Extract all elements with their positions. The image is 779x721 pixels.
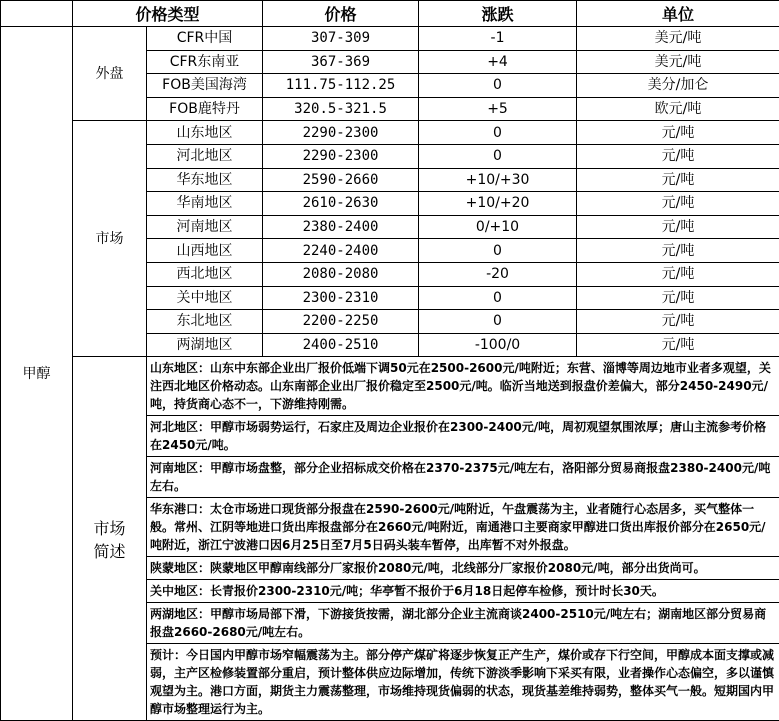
header-change: 涨跌 [419, 1, 577, 27]
row-name: 河南地区 [147, 215, 263, 239]
row-price: 2610-2630 [263, 192, 419, 216]
table-row [1, 27, 779, 51]
row-price: 320.5-321.5 [263, 97, 419, 121]
row-change: 0 [419, 239, 577, 263]
row-price: 2240-2400 [263, 239, 419, 263]
row-price: 111.75-112.25 [263, 74, 419, 98]
row-change: +10/+30 [419, 168, 577, 192]
row-name: CFR中国 [147, 27, 263, 51]
row-unit: 美元/吨 [577, 27, 779, 51]
row-name: CFR东南亚 [147, 50, 263, 74]
header-blank [1, 1, 73, 27]
row-name: 关中地区 [147, 286, 263, 310]
row-name: 山东地区 [147, 121, 263, 145]
row-price: 2080-2080 [263, 262, 419, 286]
summary-row [1, 357, 779, 721]
row-unit: 元/吨 [577, 333, 779, 357]
market-note: 关中地区：长青报价2300-2310元/吨；华亭暂不报价于6月18日起停车检修，预计时长30天。 [147, 580, 779, 603]
market-note: 两湖地区：甲醇市场局部下滑，下游接货按需，湖北部分企业主流商谈2400-2510元/吨左右；湖南地区部分贸易商报盘2660-2680元/吨左右。 [147, 603, 779, 644]
market-category-label: 市场 [73, 121, 147, 357]
market-note: 河北地区：甲醇市场弱势运行，石家庄及周边企业报价在2300-2400元/吨，周初观望氛围浓厚；唐山主流参考价格在2450元/吨。 [147, 416, 779, 457]
row-price: 367-369 [263, 50, 419, 74]
row-change: -100/0 [419, 333, 577, 357]
row-unit: 元/吨 [577, 121, 779, 145]
row-change: 0 [419, 121, 577, 145]
summary-notes [147, 357, 779, 721]
row-unit: 元/吨 [577, 239, 779, 263]
row-price: 2590-2660 [263, 168, 419, 192]
header-unit: 单位 [577, 1, 779, 27]
summary-label-line2: 简述 [73, 539, 146, 562]
header-row [1, 1, 779, 27]
row-unit: 元/吨 [577, 192, 779, 216]
market-note: 山东地区：山东中东部企业出厂报价低端下调50元在2500-2600元/吨附近；东营、淄博等周边地市业者多观望，关注西北地区价格动态。山东南部企业出厂报价稳定至2500元/吨。临沂当地送到报盘价差偏大，部分2450-2490元/吨，持货商心态不一，下游维持刚需。 [147, 357, 779, 416]
row-change: 0 [419, 144, 577, 168]
row-name: 山西地区 [147, 239, 263, 263]
row-price: 2380-2400 [263, 215, 419, 239]
row-change: +10/+20 [419, 192, 577, 216]
row-price: 307-309 [263, 27, 419, 51]
outer-category-label: 外盘 [73, 27, 147, 121]
row-unit: 欧元/吨 [577, 97, 779, 121]
row-name: 东北地区 [147, 310, 263, 334]
header-type: 价格类型 [73, 1, 263, 27]
row-unit: 元/吨 [577, 144, 779, 168]
row-unit: 元/吨 [577, 168, 779, 192]
row-change: -20 [419, 262, 577, 286]
summary-label-line1: 市场 [73, 516, 146, 539]
row-change: -1 [419, 27, 577, 51]
product-name: 甲醇 [1, 27, 73, 721]
row-name: 西北地区 [147, 262, 263, 286]
row-change: 0 [419, 310, 577, 334]
row-change: 0/+10 [419, 215, 577, 239]
row-price: 2290-2300 [263, 144, 419, 168]
header-price: 价格 [263, 1, 419, 27]
row-name: 河北地区 [147, 144, 263, 168]
row-name: 华东地区 [147, 168, 263, 192]
row-change: 0 [419, 74, 577, 98]
summary-category-label [73, 357, 147, 721]
row-price: 2200-2250 [263, 310, 419, 334]
row-price: 2300-2310 [263, 286, 419, 310]
row-change: +5 [419, 97, 577, 121]
market-note: 河南地区：甲醇市场盘整，部分企业招标成交价格在2370-2375元/吨左右，洛阳部分贸易商报盘2380-2400元/吨左右。 [147, 457, 779, 498]
row-name: FOB美国海湾 [147, 74, 263, 98]
row-name: 两湖地区 [147, 333, 263, 357]
row-unit: 元/吨 [577, 262, 779, 286]
row-unit: 美分/加仑 [577, 74, 779, 98]
row-change: 0 [419, 286, 577, 310]
row-unit: 元/吨 [577, 286, 779, 310]
market-note: 预计：今日国内甲醇市场窄幅震荡为主。部分停产煤矿将逐步恢复正产生产，煤价或存下行空间，甲醇成本面支撑或减弱，主产区检修装置部分重启，预计整体供应边际增加，传统下游淡季影响下采买有限，业者操作心态偏空，多以谨慎观望为主。港口方面，期货主力震荡整理，市场维持现货偏弱的状态，现货基差维持弱势，整体买气一般。短期国内甲醇市场整理运行为主。 [147, 644, 779, 720]
row-price: 2290-2300 [263, 121, 419, 145]
market-note: 陕蒙地区：陕蒙地区甲醇南线部分厂家报价2080元/吨，北线部分厂家报价2080元/吨，部分出货尚可。 [147, 557, 779, 580]
row-name: 华南地区 [147, 192, 263, 216]
table-row [1, 121, 779, 145]
row-name: FOB鹿特丹 [147, 97, 263, 121]
market-note: 华东港口：太仓市场进口现货部分报盘在2590-2600元/吨附近，午盘震荡为主，业者随行心态居多，买气整体一般。常州、江阴等地进口货出库报盘部分在2660元/吨附近，南通港口主要商家甲醇进口货出库报价部分在2650元/吨附近，浙江宁波港口因6月25日至7月5日码头装车暂停，出库暂不对外报盘。 [147, 498, 779, 557]
row-unit: 美元/吨 [577, 50, 779, 74]
row-price: 2400-2510 [263, 333, 419, 357]
row-unit: 元/吨 [577, 215, 779, 239]
row-change: +4 [419, 50, 577, 74]
row-unit: 元/吨 [577, 310, 779, 334]
